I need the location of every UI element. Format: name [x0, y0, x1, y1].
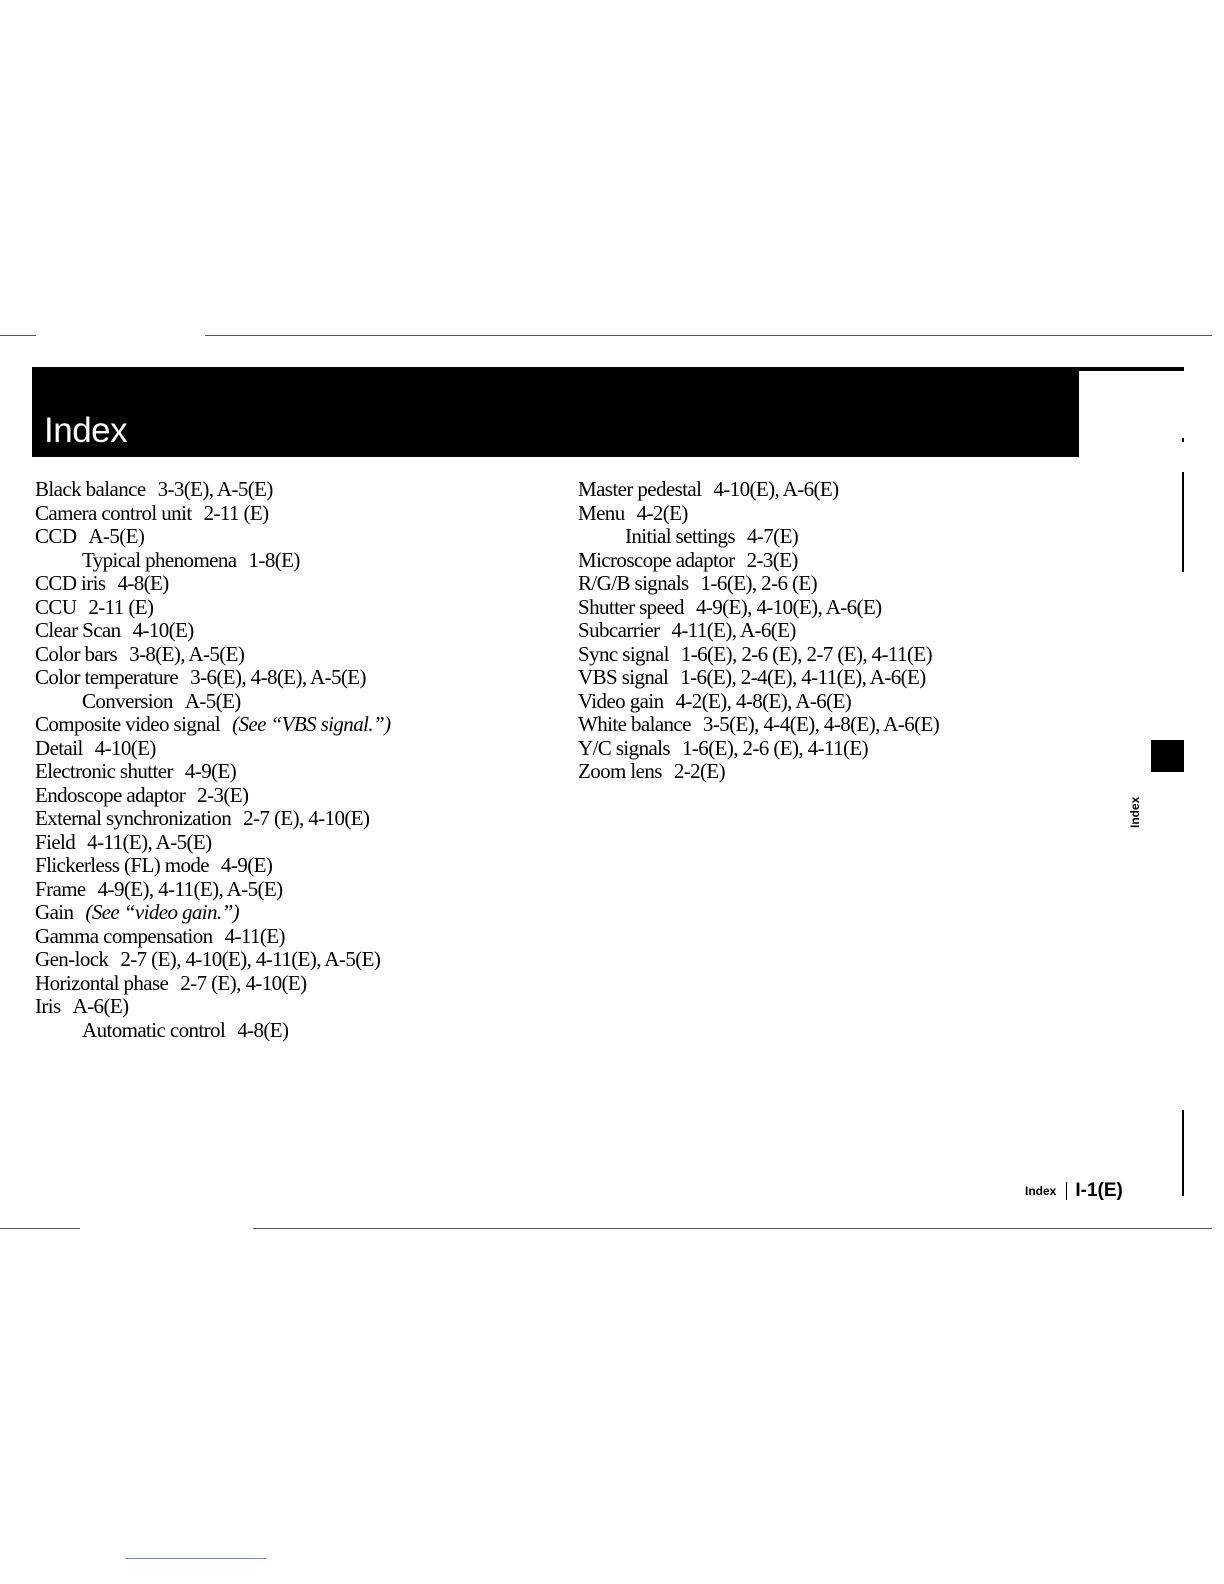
margin-line-top: [1182, 472, 1184, 572]
margin-tick: [1182, 438, 1184, 442]
index-page-refs: 1-6(E), 2-6 (E), 4-11(E): [682, 735, 868, 760]
index-entry: [578, 596, 1098, 620]
index-entry: [578, 478, 1098, 502]
index-entry: [35, 878, 535, 902]
index-page-refs: A-5(E): [184, 688, 241, 713]
index-page-refs: 2-7 (E), 4-10(E): [243, 806, 370, 830]
index-page-refs: 2-3(E): [197, 782, 249, 807]
index-header-band: [32, 367, 1079, 457]
index-entry: [35, 619, 535, 643]
index-page-refs: 1-6(E), 2-6 (E): [700, 571, 818, 595]
index-page-refs: 4-2(E): [636, 500, 688, 525]
index-page-refs: 4-11(E), A-6(E): [671, 618, 796, 642]
index-entry: [578, 666, 1098, 690]
index-page-refs: 3-8(E), A-5(E): [129, 641, 245, 666]
index-entry: [35, 596, 535, 620]
index-page-refs: 1-6(E), 2-6 (E), 2-7 (E), 4-11(E): [680, 641, 932, 666]
index-entry: [35, 995, 535, 1019]
index-term: Subcarrier: [578, 618, 660, 642]
index-page-refs: A-5(E): [88, 524, 145, 548]
page-number: I-1(E): [1075, 1180, 1123, 1201]
index-term: Menu: [578, 500, 625, 525]
index-term: White balance: [578, 712, 691, 736]
page-footer: [1025, 1180, 1123, 1202]
side-tab-label: Index: [1128, 796, 1142, 828]
index-term: Sync signal: [578, 641, 669, 666]
index-page-refs: 2-3(E): [746, 547, 798, 572]
index-term: Gamma compensation: [35, 923, 213, 948]
index-term: Typical phenomena: [82, 547, 237, 572]
index-entry: [578, 549, 1098, 573]
index-term: Iris: [35, 994, 61, 1018]
index-entry: [35, 690, 535, 714]
index-entry: [578, 525, 1098, 549]
index-term: Clear Scan: [35, 618, 121, 642]
index-column-right: [578, 478, 1098, 784]
index-page-refs: 4-2(E), 4-8(E), A-6(E): [675, 688, 852, 713]
index-term: Flickerless (FL) mode: [35, 853, 210, 877]
index-cross-reference: (See “VBS signal.”): [232, 712, 391, 736]
index-page-refs: 2-11 (E): [88, 594, 154, 619]
index-entry: [35, 760, 535, 784]
index-page-refs: 4-10(E): [94, 735, 156, 760]
index-page-refs: 4-10(E): [132, 618, 194, 642]
index-page-refs: 2-7 (E), 4-10(E), 4-11(E), A-5(E): [120, 947, 381, 971]
index-term: Color bars: [35, 641, 118, 666]
index-entry: [35, 1019, 535, 1043]
index-term: Electronic shutter: [35, 759, 173, 783]
index-page-refs: 2-2(E): [673, 759, 726, 783]
index-cross-reference: (See “video gain.”): [85, 900, 240, 924]
index-term: CCD iris: [35, 571, 106, 595]
index-entry: [35, 713, 535, 737]
index-term: R/G/B signals: [578, 571, 689, 595]
page-title: Index: [44, 411, 128, 450]
margin-line-bottom: [1182, 1110, 1184, 1196]
index-column-left: [35, 478, 535, 1042]
index-term: Detail: [35, 735, 83, 760]
index-term: External synchronization: [35, 806, 232, 830]
index-entry: [35, 972, 535, 996]
index-page-refs: A-6(E): [72, 994, 129, 1018]
index-page-refs: 4-8(E): [117, 571, 169, 595]
index-term: Y/C signals: [578, 735, 670, 760]
index-page-refs: 2-7 (E), 4-10(E): [180, 970, 307, 995]
index-page-refs: 4-8(E): [237, 1017, 289, 1042]
index-entry: [35, 525, 535, 549]
index-page-refs: 4-9(E), 4-10(E), A-6(E): [695, 594, 882, 619]
index-page-refs: 2-11 (E): [203, 500, 269, 525]
index-entry: [578, 502, 1098, 526]
index-entry: [35, 784, 535, 808]
index-page-refs: 4-9(E), 4-11(E), A-5(E): [97, 876, 283, 901]
footer-section-label: Index: [1025, 1184, 1057, 1198]
index-page-refs: 4-11(E), A-5(E): [87, 829, 212, 854]
thumb-tab-marker: [1151, 740, 1184, 772]
index-page-refs: 3-3(E), A-5(E): [157, 477, 273, 501]
index-entry: [35, 549, 535, 573]
index-term: Composite video signal: [35, 712, 221, 736]
index-entry: [35, 901, 535, 925]
index-term: Black balance: [35, 477, 146, 501]
index-entry: [578, 643, 1098, 667]
top-rule-left: [0, 335, 36, 336]
index-page-refs: 1-6(E), 2-4(E), 4-11(E), A-6(E): [680, 665, 926, 689]
index-entry: [35, 502, 535, 526]
bottom-rule-left: [0, 1228, 80, 1229]
top-rule-right: [205, 335, 1212, 336]
index-entry: [578, 713, 1098, 737]
index-entry: [578, 690, 1098, 714]
index-entry: [35, 925, 535, 949]
index-term: Video gain: [578, 688, 664, 713]
index-entry: [35, 854, 535, 878]
index-term: Gen-lock: [35, 947, 109, 971]
scan-artifact-line: [125, 1558, 267, 1559]
index-term: Conversion: [82, 688, 173, 713]
index-term: Frame: [35, 876, 86, 901]
bottom-rule-right: [253, 1228, 1212, 1229]
index-term: CCU: [35, 594, 77, 619]
index-term: Initial settings: [625, 524, 735, 548]
index-page-refs: 4-11(E): [224, 923, 285, 948]
index-term: Field: [35, 829, 76, 854]
index-page-refs: 1-8(E): [248, 547, 300, 572]
header-extension-bar: [1079, 367, 1184, 371]
index-entry: [35, 643, 535, 667]
index-term: Color temperature: [35, 665, 179, 689]
index-page-refs: 3-5(E), 4-4(E), 4-8(E), A-6(E): [702, 712, 940, 736]
index-page-refs: 3-6(E), 4-8(E), A-5(E): [190, 665, 366, 689]
index-entry: [35, 478, 535, 502]
index-page-refs: 4-9(E): [184, 759, 237, 783]
index-entry: [578, 572, 1098, 596]
index-term: Master pedestal: [578, 477, 702, 501]
index-entry: [35, 831, 535, 855]
index-term: Gain: [35, 900, 74, 924]
footer-divider: [1066, 1182, 1067, 1200]
index-term: VBS signal: [578, 665, 669, 689]
index-term: Horizontal phase: [35, 970, 169, 995]
index-entry: [35, 737, 535, 761]
index-page-refs: 4-9(E): [221, 853, 273, 877]
index-term: Shutter speed: [578, 594, 684, 619]
index-entry: [35, 948, 535, 972]
index-entry: [578, 760, 1098, 784]
index-entry: [35, 572, 535, 596]
index-term: CCD: [35, 524, 77, 548]
index-page-refs: 4-7(E): [746, 524, 799, 548]
index-term: Camera control unit: [35, 500, 192, 525]
index-term: Microscope adaptor: [578, 547, 735, 572]
index-term: Automatic control: [82, 1017, 226, 1042]
index-term: Endoscope adaptor: [35, 782, 186, 807]
index-entry: [578, 619, 1098, 643]
index-entry: [578, 737, 1098, 761]
index-entry: [35, 807, 535, 831]
index-page-refs: 4-10(E), A-6(E): [713, 477, 839, 501]
index-entry: [35, 666, 535, 690]
index-term: Zoom lens: [578, 759, 662, 783]
